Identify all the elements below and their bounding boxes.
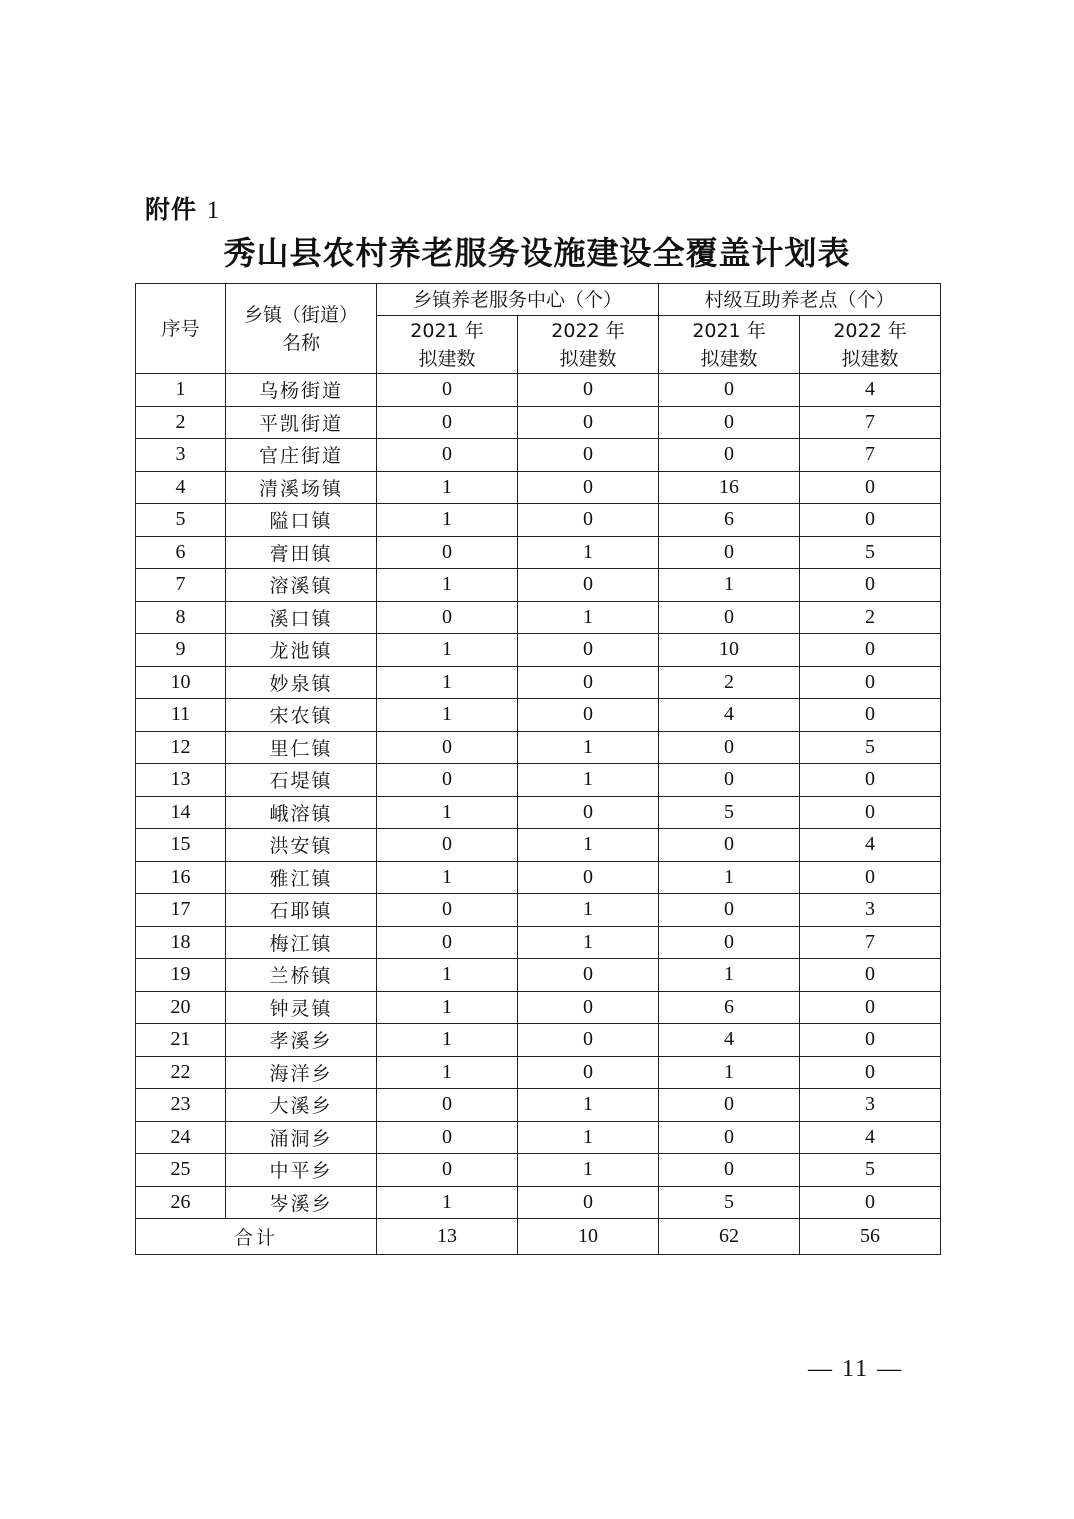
cell-village-2022: 0 (800, 634, 941, 667)
header-group-village: 村级互助养老点（个） (659, 284, 941, 316)
cell-village-2021: 1 (659, 1056, 800, 1089)
cell-center-2022: 0 (518, 796, 659, 829)
table-row (136, 1056, 941, 1089)
cell-seq: 14 (136, 796, 226, 829)
cell-seq: 13 (136, 764, 226, 797)
cell-village-2022: 0 (800, 1024, 941, 1057)
table-row (136, 471, 941, 504)
cell-seq: 25 (136, 1154, 226, 1187)
cell-town: 宋农镇 (226, 699, 377, 732)
total-village-2021: 62 (659, 1219, 800, 1255)
header-center-2022 (518, 316, 659, 374)
cell-town: 里仁镇 (226, 731, 377, 764)
header-year-label: 2022 年 (833, 319, 907, 342)
cell-seq: 19 (136, 959, 226, 992)
cell-center-2021: 1 (377, 666, 518, 699)
cell-village-2022: 0 (800, 796, 941, 829)
cell-center-2021: 1 (377, 796, 518, 829)
cell-seq: 6 (136, 536, 226, 569)
table-row (136, 861, 941, 894)
table-row (136, 699, 941, 732)
cell-town: 兰桥镇 (226, 959, 377, 992)
total-center-2021: 13 (377, 1219, 518, 1255)
table-row (136, 634, 941, 667)
header-center-2021 (377, 316, 518, 374)
cell-center-2022: 0 (518, 504, 659, 537)
cell-seq: 20 (136, 991, 226, 1024)
cell-town: 钟灵镇 (226, 991, 377, 1024)
cell-village-2021: 0 (659, 731, 800, 764)
cell-town: 洪安镇 (226, 829, 377, 862)
table-row (136, 504, 941, 537)
cell-center-2021: 0 (377, 926, 518, 959)
cell-village-2021: 0 (659, 894, 800, 927)
cell-center-2022: 0 (518, 991, 659, 1024)
cell-center-2022: 0 (518, 1186, 659, 1219)
cell-center-2022: 1 (518, 1121, 659, 1154)
cell-town: 清溪场镇 (226, 471, 377, 504)
header-town-line2: 名称 (281, 331, 320, 354)
cell-village-2022: 0 (800, 666, 941, 699)
table-row (136, 601, 941, 634)
cell-village-2021: 6 (659, 504, 800, 537)
header-plan-label: 拟建数 (418, 347, 476, 370)
cell-town: 龙池镇 (226, 634, 377, 667)
cell-village-2021: 0 (659, 406, 800, 439)
cell-center-2021: 0 (377, 536, 518, 569)
cell-town: 乌杨街道 (226, 374, 377, 407)
cell-center-2021: 1 (377, 634, 518, 667)
cell-seq: 23 (136, 1089, 226, 1122)
cell-town: 海洋乡 (226, 1056, 377, 1089)
table-row (136, 1121, 941, 1154)
cell-center-2021: 0 (377, 764, 518, 797)
cell-village-2022: 4 (800, 374, 941, 407)
cell-village-2021: 0 (659, 926, 800, 959)
table-row (136, 1154, 941, 1187)
table-body (136, 374, 941, 1219)
cell-center-2021: 1 (377, 569, 518, 602)
cell-village-2021: 0 (659, 601, 800, 634)
cell-center-2021: 0 (377, 894, 518, 927)
cell-center-2022: 0 (518, 699, 659, 732)
cell-village-2021: 0 (659, 536, 800, 569)
cell-town: 石耶镇 (226, 894, 377, 927)
cell-village-2022: 4 (800, 829, 941, 862)
cell-center-2022: 1 (518, 536, 659, 569)
cell-center-2022: 1 (518, 731, 659, 764)
cell-center-2022: 0 (518, 439, 659, 472)
cell-village-2021: 0 (659, 829, 800, 862)
cell-village-2021: 1 (659, 959, 800, 992)
table-row (136, 666, 941, 699)
cell-center-2022: 1 (518, 926, 659, 959)
cell-village-2022: 0 (800, 569, 941, 602)
page-number: — 11 — (808, 1356, 904, 1382)
cell-seq: 24 (136, 1121, 226, 1154)
cell-town: 岑溪乡 (226, 1186, 377, 1219)
cell-center-2022: 0 (518, 1024, 659, 1057)
cell-village-2021: 6 (659, 991, 800, 1024)
total-village-2022: 56 (800, 1219, 941, 1255)
header-year-label: 2021 年 (692, 319, 766, 342)
cell-center-2021: 1 (377, 959, 518, 992)
table-row (136, 764, 941, 797)
cell-center-2021: 0 (377, 829, 518, 862)
cell-town: 妙泉镇 (226, 666, 377, 699)
cell-town: 平凯街道 (226, 406, 377, 439)
cell-town: 膏田镇 (226, 536, 377, 569)
cell-center-2021: 1 (377, 471, 518, 504)
cell-village-2022: 0 (800, 699, 941, 732)
cell-center-2021: 0 (377, 406, 518, 439)
cell-seq: 2 (136, 406, 226, 439)
cell-center-2022: 1 (518, 1154, 659, 1187)
table-row (136, 959, 941, 992)
cell-seq: 5 (136, 504, 226, 537)
cell-center-2022: 0 (518, 634, 659, 667)
cell-center-2021: 0 (377, 374, 518, 407)
attachment-label (145, 190, 220, 226)
header-year-label: 2022 年 (551, 319, 625, 342)
cell-village-2021: 0 (659, 1089, 800, 1122)
cell-center-2022: 1 (518, 764, 659, 797)
cell-seq: 26 (136, 1186, 226, 1219)
cell-center-2021: 0 (377, 1154, 518, 1187)
cell-village-2021: 2 (659, 666, 800, 699)
cell-center-2022: 1 (518, 829, 659, 862)
cell-town: 大溪乡 (226, 1089, 377, 1122)
cell-village-2022: 5 (800, 536, 941, 569)
cell-village-2022: 0 (800, 471, 941, 504)
cell-town: 涌洞乡 (226, 1121, 377, 1154)
cell-center-2021: 1 (377, 1024, 518, 1057)
cell-village-2021: 4 (659, 1024, 800, 1057)
table-row (136, 926, 941, 959)
cell-seq: 18 (136, 926, 226, 959)
cell-village-2022: 5 (800, 1154, 941, 1187)
table-row (136, 991, 941, 1024)
cell-seq: 3 (136, 439, 226, 472)
cell-center-2022: 0 (518, 861, 659, 894)
cell-seq: 21 (136, 1024, 226, 1057)
header-village-2021 (659, 316, 800, 374)
cell-seq: 4 (136, 471, 226, 504)
cell-village-2022: 7 (800, 926, 941, 959)
cell-town: 隘口镇 (226, 504, 377, 537)
cell-village-2022: 0 (800, 1186, 941, 1219)
cell-village-2021: 0 (659, 1154, 800, 1187)
cell-seq: 10 (136, 666, 226, 699)
cell-village-2022: 0 (800, 861, 941, 894)
cell-center-2021: 0 (377, 1089, 518, 1122)
header-plan-label: 拟建数 (559, 347, 617, 370)
cell-village-2021: 0 (659, 374, 800, 407)
table-row (136, 1024, 941, 1057)
cell-village-2021: 1 (659, 569, 800, 602)
cell-village-2022: 4 (800, 1121, 941, 1154)
cell-village-2021: 0 (659, 439, 800, 472)
cell-center-2022: 1 (518, 1089, 659, 1122)
cell-center-2022: 0 (518, 471, 659, 504)
cell-town: 石堤镇 (226, 764, 377, 797)
page-title: 秀山县农村养老服务设施建设全覆盖计划表 (223, 234, 851, 272)
cell-village-2022: 0 (800, 504, 941, 537)
cell-village-2021: 0 (659, 1121, 800, 1154)
cell-village-2022: 0 (800, 991, 941, 1024)
cell-center-2021: 0 (377, 601, 518, 634)
cell-village-2022: 0 (800, 1056, 941, 1089)
header-plan-label: 拟建数 (841, 347, 899, 370)
cell-village-2022: 0 (800, 959, 941, 992)
cell-town: 溪口镇 (226, 601, 377, 634)
cell-village-2021: 5 (659, 1186, 800, 1219)
table-row (136, 829, 941, 862)
cell-town: 官庄街道 (226, 439, 377, 472)
cell-seq: 15 (136, 829, 226, 862)
cell-center-2022: 0 (518, 406, 659, 439)
header-town (226, 284, 377, 374)
cell-village-2022: 5 (800, 731, 941, 764)
cell-town: 峨溶镇 (226, 796, 377, 829)
cell-village-2022: 7 (800, 439, 941, 472)
table-row (136, 731, 941, 764)
table-row (136, 1186, 941, 1219)
table-row (136, 1089, 941, 1122)
cell-center-2021: 1 (377, 991, 518, 1024)
cell-seq: 16 (136, 861, 226, 894)
table-row (136, 406, 941, 439)
cell-village-2022: 7 (800, 406, 941, 439)
cell-center-2022: 0 (518, 666, 659, 699)
cell-seq: 11 (136, 699, 226, 732)
cell-seq: 1 (136, 374, 226, 407)
total-label: 合计 (136, 1219, 377, 1255)
cell-seq: 9 (136, 634, 226, 667)
cell-center-2022: 0 (518, 374, 659, 407)
cell-center-2021: 1 (377, 504, 518, 537)
cell-center-2021: 0 (377, 439, 518, 472)
header-village-2022 (800, 316, 941, 374)
header-plan-label: 拟建数 (700, 347, 758, 370)
cell-village-2021: 1 (659, 861, 800, 894)
cell-town: 雅江镇 (226, 861, 377, 894)
cell-seq: 8 (136, 601, 226, 634)
header-seq: 序号 (136, 284, 226, 374)
cell-village-2022: 2 (800, 601, 941, 634)
cell-seq: 7 (136, 569, 226, 602)
table-row (136, 439, 941, 472)
cell-center-2021: 1 (377, 699, 518, 732)
cell-seq: 12 (136, 731, 226, 764)
cell-village-2021: 5 (659, 796, 800, 829)
table-row (136, 536, 941, 569)
table-row (136, 894, 941, 927)
facility-plan-table (135, 283, 941, 1255)
cell-center-2021: 0 (377, 731, 518, 764)
header-group-center: 乡镇养老服务中心（个） (377, 284, 659, 316)
cell-village-2021: 16 (659, 471, 800, 504)
cell-seq: 17 (136, 894, 226, 927)
cell-seq: 22 (136, 1056, 226, 1089)
cell-center-2022: 0 (518, 569, 659, 602)
attachment-label-text: 附件 (145, 195, 198, 224)
cell-village-2022: 3 (800, 1089, 941, 1122)
cell-town: 中平乡 (226, 1154, 377, 1187)
total-center-2022: 10 (518, 1219, 659, 1255)
cell-town: 梅江镇 (226, 926, 377, 959)
cell-center-2021: 1 (377, 1056, 518, 1089)
cell-village-2021: 0 (659, 764, 800, 797)
cell-town: 孝溪乡 (226, 1024, 377, 1057)
cell-village-2021: 10 (659, 634, 800, 667)
table-row (136, 569, 941, 602)
header-year-label: 2021 年 (410, 319, 484, 342)
cell-center-2021: 1 (377, 1186, 518, 1219)
cell-center-2022: 1 (518, 601, 659, 634)
cell-center-2022: 1 (518, 894, 659, 927)
attachment-number: 1 (206, 197, 221, 224)
cell-village-2022: 3 (800, 894, 941, 927)
header-row-group (136, 284, 941, 316)
cell-center-2022: 0 (518, 959, 659, 992)
cell-center-2021: 0 (377, 1121, 518, 1154)
total-row (136, 1219, 941, 1255)
cell-center-2021: 1 (377, 861, 518, 894)
cell-town: 溶溪镇 (226, 569, 377, 602)
cell-village-2022: 0 (800, 764, 941, 797)
header-town-line1: 乡镇（街道） (243, 303, 358, 326)
table-row (136, 796, 941, 829)
cell-village-2021: 4 (659, 699, 800, 732)
cell-center-2022: 0 (518, 1056, 659, 1089)
table-row (136, 374, 941, 407)
